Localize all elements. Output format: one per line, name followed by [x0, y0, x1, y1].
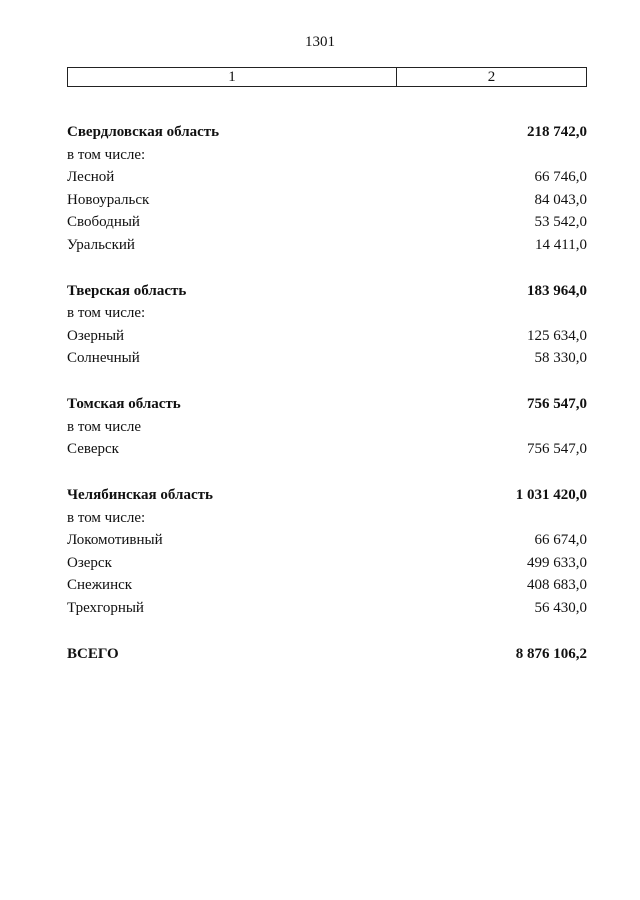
- city-row: [67, 574, 587, 597]
- city-value: 756 547,0: [527, 441, 587, 457]
- column-header-table: [67, 67, 587, 87]
- subheading-row: [67, 507, 587, 530]
- region-name: Челябинская область: [67, 487, 213, 503]
- city-row: [67, 438, 587, 461]
- page-number: 1301: [305, 34, 335, 50]
- region-total: 756 547,0: [527, 396, 587, 412]
- city-value: 84 043,0: [534, 191, 587, 208]
- city-name: Локомотивный: [67, 532, 163, 548]
- city-row: [67, 325, 587, 348]
- region-name: Тверская область: [67, 282, 187, 299]
- city-value: 56 430,0: [534, 599, 587, 616]
- city-name: Свободный: [67, 214, 140, 230]
- region-block: [67, 121, 587, 256]
- grand-total-value: 8 876 106,2: [515, 645, 587, 662]
- region-name: Свердловская область: [67, 124, 220, 140]
- region-name: Томская область: [67, 396, 181, 412]
- subheading-row: [67, 416, 587, 439]
- city-row: [67, 347, 587, 370]
- subheading: в том числе:: [67, 146, 146, 163]
- city-row: [67, 234, 587, 257]
- city-value: 58 330,0: [534, 350, 587, 366]
- region-row: [67, 484, 587, 507]
- region-total: 1 031 420,0: [515, 487, 587, 503]
- city-name: Новоуральск: [67, 191, 150, 208]
- subheading: в том числе:: [67, 305, 146, 321]
- city-value: 499 633,0: [527, 554, 587, 571]
- city-name: Уральский: [67, 236, 135, 253]
- city-value: 125 634,0: [527, 327, 587, 344]
- subheading: в том числе:: [67, 509, 146, 526]
- region-total: 183 964,0: [527, 282, 587, 299]
- city-name: Озерный: [67, 327, 125, 344]
- region-row: [67, 393, 587, 416]
- city-row: [67, 189, 587, 212]
- city-name: Снежинск: [67, 577, 133, 593]
- city-name: Озерск: [67, 554, 112, 571]
- subheading-row: [67, 144, 587, 167]
- region-block: [67, 393, 587, 461]
- city-row: [67, 529, 587, 552]
- grand-total-row: [67, 643, 587, 666]
- city-name: Трехгорный: [67, 599, 144, 616]
- city-value: 14 411,0: [535, 236, 587, 253]
- city-value: 408 683,0: [527, 577, 587, 593]
- city-row: [67, 552, 587, 575]
- city-value: 66 674,0: [534, 532, 587, 548]
- city-name: Лесной: [67, 169, 115, 185]
- column-header-2: 2: [487, 68, 496, 85]
- budget-table-body: [67, 121, 587, 665]
- subheading: в том числе: [67, 418, 142, 435]
- region-total: 218 742,0: [527, 124, 587, 140]
- city-value: 53 542,0: [534, 214, 587, 230]
- city-name: Северск: [67, 441, 119, 457]
- grand-total-label: ВСЕГО: [67, 645, 119, 662]
- column-header-1: 1: [68, 68, 397, 86]
- city-value: 66 746,0: [534, 169, 587, 185]
- city-row: [67, 166, 587, 189]
- city-row: [67, 597, 587, 620]
- region-block: [67, 484, 587, 619]
- region-row: [67, 121, 587, 144]
- region-row: [67, 280, 587, 303]
- region-block: [67, 280, 587, 370]
- city-row: [67, 211, 587, 234]
- subheading-row: [67, 302, 587, 325]
- city-name: Солнечный: [67, 350, 140, 366]
